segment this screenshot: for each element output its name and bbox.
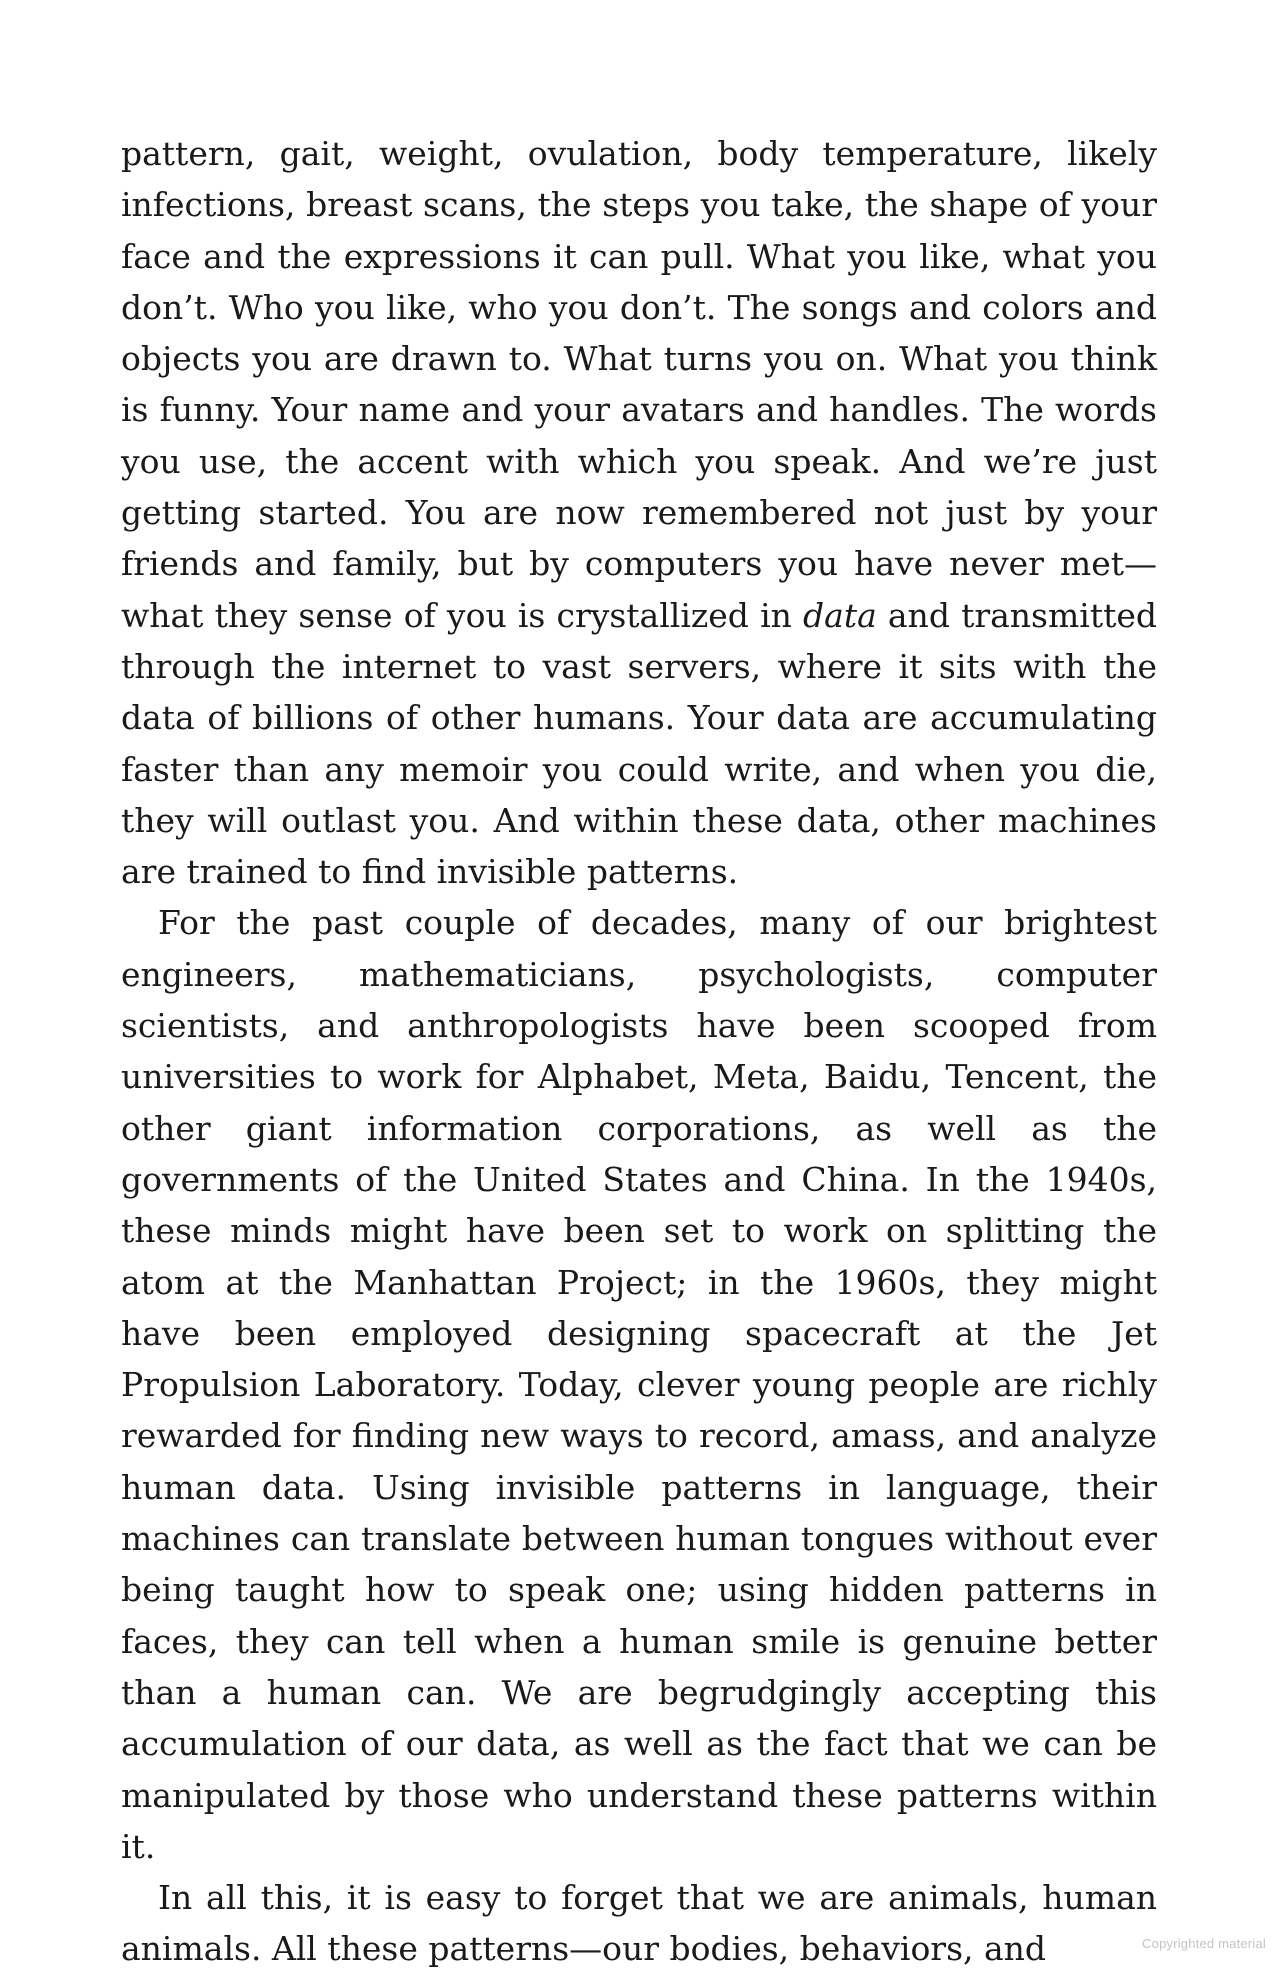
body-text [121, 128, 1157, 1975]
paragraph-1-text-start: pattern, gait, weight, ovulation, body temperature, likely infections, breast scans, the steps you take, the shape of your face and the expressions it can pull. What you like, what you don’t. Who you like, who you don’t. The songs and colors and objects you are drawn to. What turns you on. What you think is funny. Your name and your avatars and handles. The words you use, the accent with which you speak. And we’re just getting started. You are now remembered not just by your friends and family, but by computers you have never met—what they sense of you is crystallized in [121, 134, 1157, 635]
copyright-watermark: Copyrighted material [1142, 1936, 1266, 1951]
paragraph-3: In all this, it is easy to forget that we are animals, human animals. All these patterns—our bodies, behaviors, and [121, 1878, 1157, 1969]
paragraph-1-text-end: and transmitted through the internet to vast servers, where it sits with the data of billions of other humans. Your data are accumulating faster than any memoir you could write, and when you die, they will outlast you. And within these data, other machines are trained to find invisible patterns. [121, 595, 1157, 892]
emphasis-data: data [803, 595, 877, 635]
paragraph-1 [121, 128, 1157, 897]
paragraph-2: For the past couple of decades, many of our brightest engineers, mathematicians, psychologists, computer scientists, and anthropologists have been scooped from universities to work for Alphabet, Meta, Baidu, Tencent, the other giant information corporations, as well as the governments of the United States and China. In the 1940s, these minds might have been set to work on splitting the atom at the Manhattan Project; in the 1960s, they might have been employed designing spacecraft at the Jet Propulsion Laboratory. Today, clever young people are richly rewarded for finding new ways to record, amass, and analyze human data. Using invisible patterns in language, their machines can translate between human tongues without ever being taught how to speak one; using hidden patterns in faces, they can tell when a human smile is genuine better than a human can. We are begrudgingly accepting this accumulation of our data, as well as the fact that we can be manipulated by those who understand these patterns within it. [121, 903, 1157, 1866]
